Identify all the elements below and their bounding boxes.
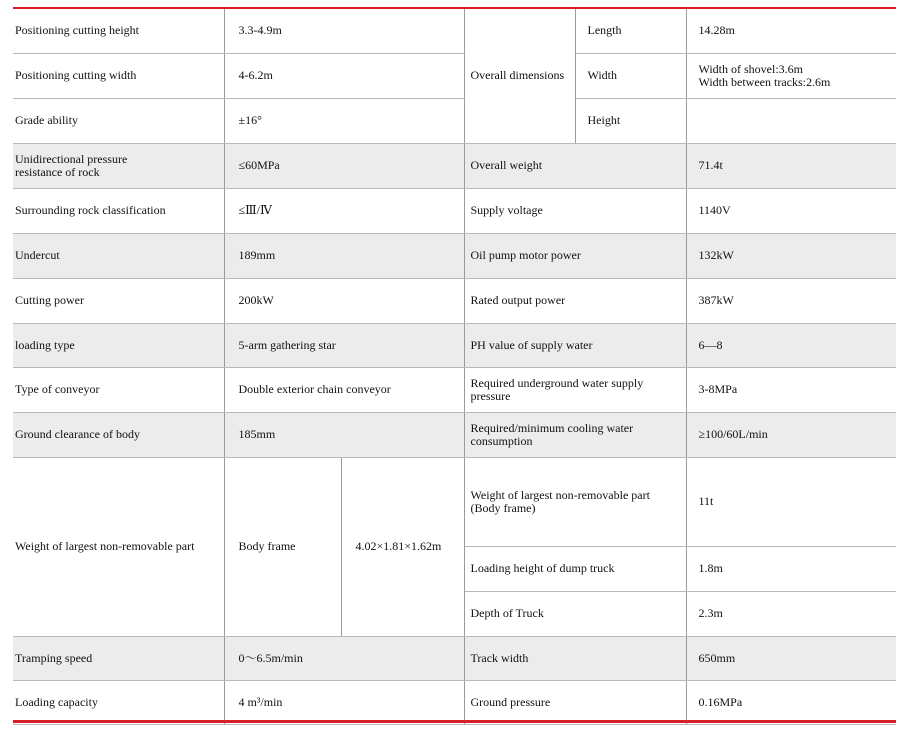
spec-label: Positioning cutting width	[13, 53, 224, 98]
bottom-red-rule	[13, 720, 896, 723]
largest-part-label: Weight of largest non-removable part	[13, 457, 224, 636]
spec-label-2: Rated output power	[464, 278, 686, 323]
dump-truck-height-value: 1.8m	[686, 546, 896, 591]
spec-label: Undercut	[13, 233, 224, 278]
table-row	[13, 367, 896, 412]
spec-label-2: Required underground water supply pressure	[464, 367, 686, 412]
largest-part-weight-value: 11t	[686, 457, 896, 546]
spec-value: 5-arm gathering star	[224, 323, 464, 367]
spec-value: 4 m³/min	[224, 680, 464, 724]
table-row	[13, 457, 896, 546]
spec-value-2: 71.4t	[686, 143, 896, 188]
spec-label-2: Ground pressure	[464, 680, 686, 724]
spec-value-2: 3-8MPa	[686, 367, 896, 412]
spec-value: ±16°	[224, 98, 464, 143]
table-row	[13, 143, 896, 188]
spec-value: 0～6.5m/min	[224, 636, 464, 680]
width-label: Width	[575, 53, 686, 98]
spec-value: 4-6.2m	[224, 53, 464, 98]
table-row	[13, 98, 896, 143]
dump-truck-height-label: Loading height of dump truck	[464, 546, 686, 591]
spec-label: Grade ability	[13, 98, 224, 143]
table-row	[13, 53, 896, 98]
spec-value-2: ≥100/60L/min	[686, 412, 896, 457]
table-row	[13, 680, 896, 724]
spec-value: 3.3-4.9m	[224, 9, 464, 53]
spec-label-2: Overall weight	[464, 143, 686, 188]
spec-value: ≤60MPa	[224, 143, 464, 188]
table-row	[13, 412, 896, 457]
height-value	[686, 98, 896, 143]
overall-dimensions-label: Overall dimensions	[464, 9, 575, 143]
spec-label-2: PH value of supply water	[464, 323, 686, 367]
spec-label: loading type	[13, 323, 224, 367]
length-label: Length	[575, 9, 686, 53]
spec-label: Unidirectional pressure resistance of rock	[13, 143, 224, 188]
table-row	[13, 188, 896, 233]
table-row	[13, 323, 896, 367]
table-row	[13, 636, 896, 680]
truck-depth-label: Depth of Truck	[464, 591, 686, 636]
spec-value-2: 6—8	[686, 323, 896, 367]
spec-label: Ground clearance of body	[13, 412, 224, 457]
largest-part-size: 4.02×1.81×1.62m	[341, 457, 464, 636]
length-value: 14.28m	[686, 9, 896, 53]
spec-value-2: 0.16MPa	[686, 680, 896, 724]
spec-value: ≤Ⅲ/Ⅳ	[224, 188, 464, 233]
width-value: Width of shovel:3.6m Width between tracks:2.6m	[686, 53, 896, 98]
spec-label: Loading capacity	[13, 680, 224, 724]
spec-value: 200kW	[224, 278, 464, 323]
height-label: Height	[575, 98, 686, 143]
specification-table	[13, 9, 896, 725]
largest-part-component: Body frame	[224, 457, 341, 636]
table-row	[13, 278, 896, 323]
spec-value-2: 387kW	[686, 278, 896, 323]
spec-label-2: Track width	[464, 636, 686, 680]
spec-label: Type of conveyor	[13, 367, 224, 412]
table-row	[13, 9, 896, 53]
spec-label-2: Oil pump motor power	[464, 233, 686, 278]
spec-label: Surrounding rock classification	[13, 188, 224, 233]
spec-label: Tramping speed	[13, 636, 224, 680]
spec-label: Cutting power	[13, 278, 224, 323]
spec-value-2: 132kW	[686, 233, 896, 278]
spec-value: Double exterior chain conveyor	[224, 367, 464, 412]
spec-value-2: 1140V	[686, 188, 896, 233]
table-row	[13, 233, 896, 278]
spec-label-2: Required/minimum cooling water consumption	[464, 412, 686, 457]
truck-depth-value: 2.3m	[686, 591, 896, 636]
spec-value: 185mm	[224, 412, 464, 457]
spec-value: 189mm	[224, 233, 464, 278]
spec-value-2: 650mm	[686, 636, 896, 680]
spec-label-2: Supply voltage	[464, 188, 686, 233]
spec-label: Positioning cutting height	[13, 9, 224, 53]
largest-part-weight-label: Weight of largest non-removable part (Body frame)	[464, 457, 686, 546]
